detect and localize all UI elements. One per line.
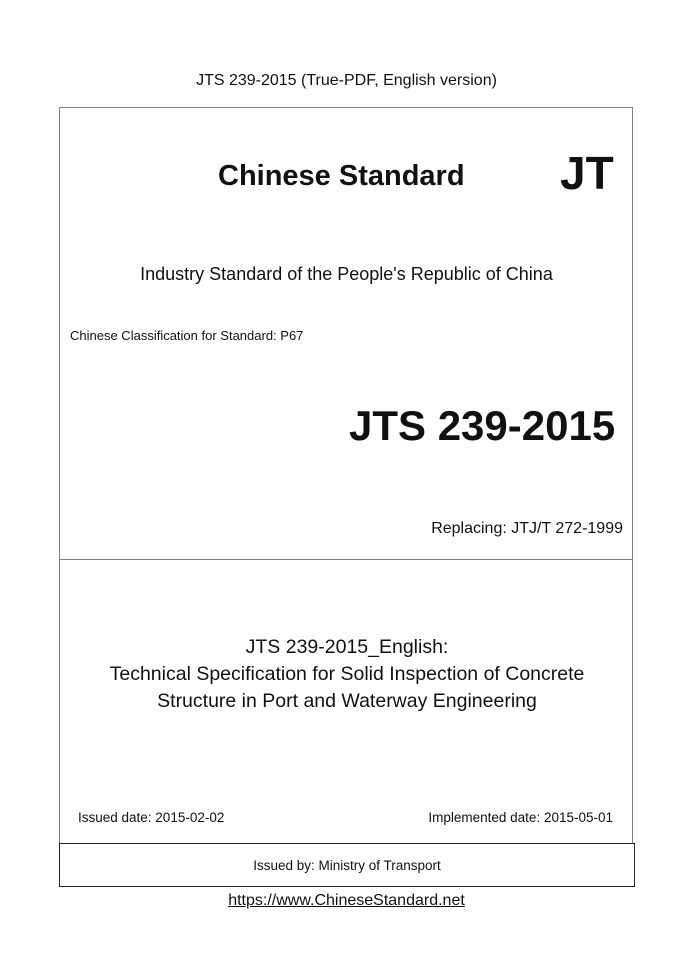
- standard-mark: JT: [560, 147, 614, 199]
- issued-by: Issued by: Ministry of Transport: [253, 857, 441, 873]
- standard-number: JTS 239-2015: [349, 402, 616, 449]
- issued-date: Issued date: 2015-02-02: [78, 810, 225, 825]
- website-link[interactable]: https://www.ChineseStandard.net: [228, 892, 465, 909]
- document-title-line-3: Structure in Port and Waterway Engineering: [157, 690, 537, 712]
- document-title-line-2: Technical Specification for Solid Inspection of Concrete: [109, 663, 585, 685]
- document-title: [59, 634, 635, 715]
- implemented-date: Implemented date: 2015-05-01: [428, 810, 613, 825]
- standard-title: Chinese Standard: [218, 160, 465, 192]
- classification-line: Chinese Classification for Standard: P67: [70, 328, 304, 343]
- replacing-line: Replacing: JTJ/T 272-1999: [431, 520, 623, 537]
- industry-standard-line: Industry Standard of the People's Republic of China: [140, 264, 553, 284]
- issuer-box: [59, 843, 635, 887]
- document-title-line-1: JTS 239-2015_English:: [245, 636, 449, 658]
- page-header: JTS 239-2015 (True-PDF, English version): [196, 72, 497, 89]
